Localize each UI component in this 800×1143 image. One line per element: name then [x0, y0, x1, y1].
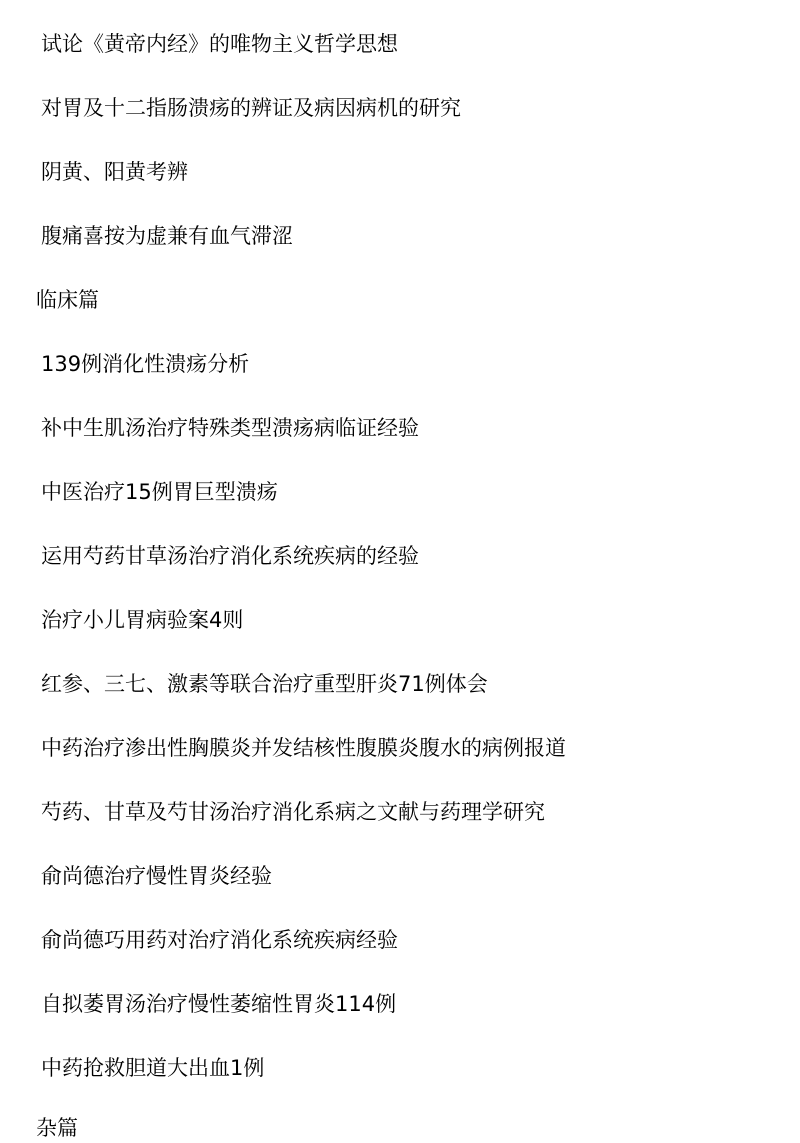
toc-entry: 试论《黄帝内经》的唯物主义哲学思想	[41, 32, 398, 56]
toc-entry: 对胃及十二指肠溃疡的辨证及病因病机的研究	[41, 96, 461, 120]
toc-entry: 俞尚德治疗慢性胃炎经验	[41, 864, 272, 888]
toc-entry: 自拟萎胃汤治疗慢性萎缩性胃炎114例	[41, 992, 397, 1016]
toc-entry: 阴黄、阳黄考辨	[41, 160, 188, 184]
toc-entry: 中医治疗15例胃巨型溃疡	[41, 480, 278, 504]
toc-entry: 中药抢救胆道大出血1例	[41, 1056, 265, 1080]
toc-entry: 俞尚德巧用药对治疗消化系统疾病经验	[41, 928, 398, 952]
toc-entry: 139例消化性溃疡分析	[41, 352, 250, 376]
toc-entry: 治疗小儿胃病验案4则	[41, 608, 244, 632]
toc-entry: 红参、三七、激素等联合治疗重型肝炎71例体会	[41, 672, 488, 696]
toc-entry: 中药治疗渗出性胸膜炎并发结核性腹膜炎腹水的病例报道	[41, 736, 566, 760]
toc-entry: 运用芍药甘草汤治疗消化系统疾病的经验	[41, 544, 419, 568]
toc-section-heading: 临床篇	[36, 288, 99, 312]
toc-entry: 补中生肌汤治疗特殊类型溃疡病临证经验	[41, 416, 419, 440]
toc-section-heading: 杂篇	[36, 1116, 78, 1140]
toc-entry: 芍药、甘草及芍甘汤治疗消化系病之文献与药理学研究	[41, 800, 545, 824]
toc-entry: 腹痛喜按为虚兼有血气滞涩	[41, 224, 293, 248]
